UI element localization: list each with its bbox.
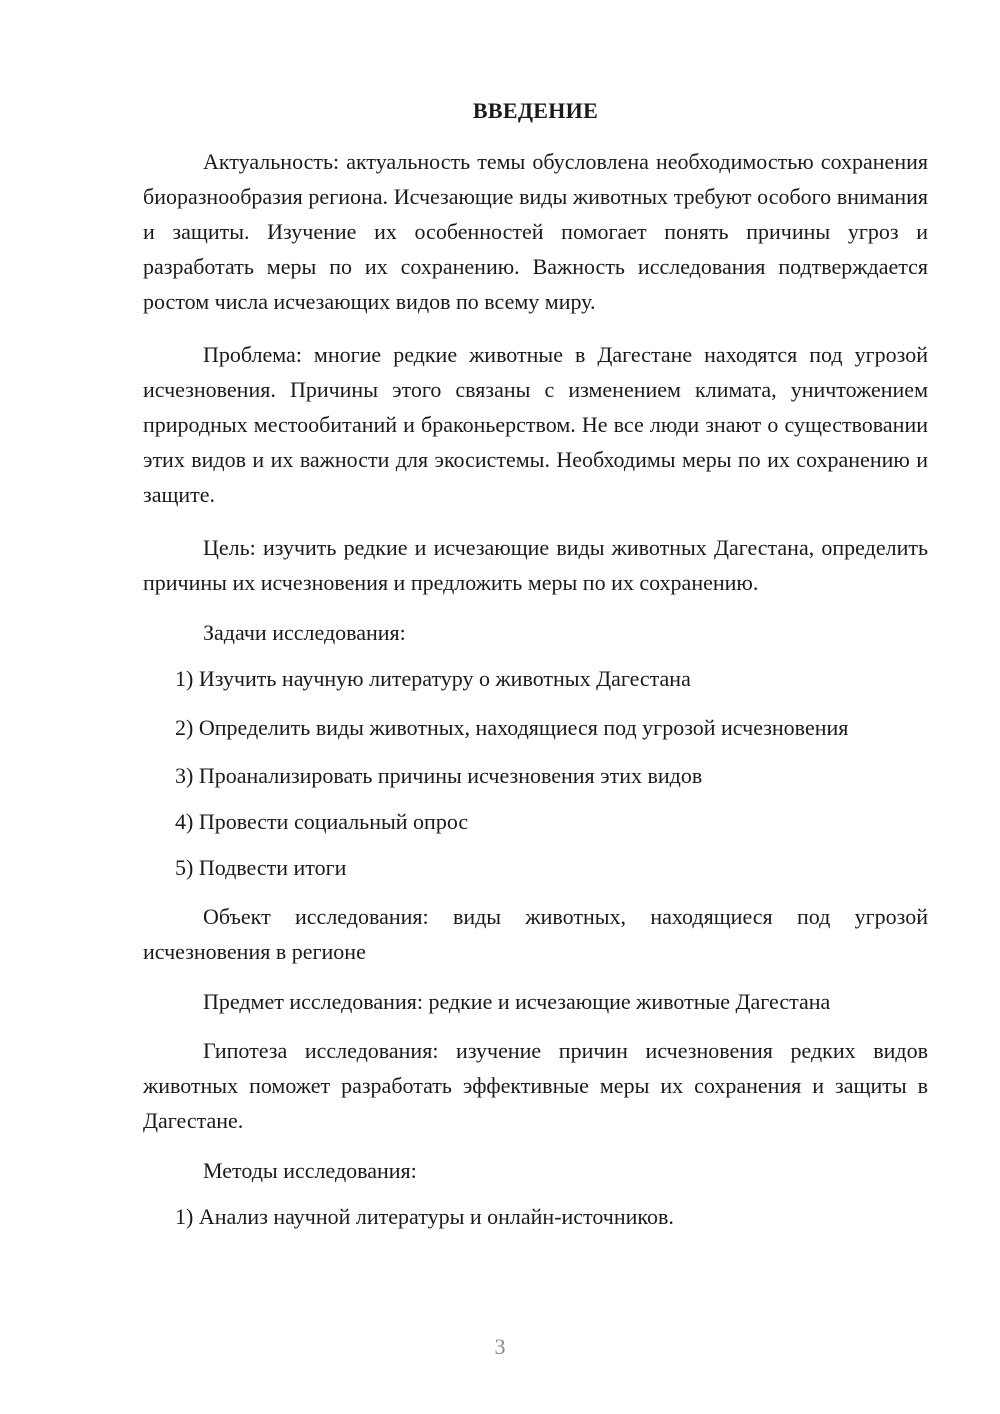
goal-paragraph: Цель: изучить редкие и исчезающие виды животных Дагестана, определить причины их исчезновения и предложить меры по их сохранению.	[143, 535, 928, 595]
task-item-1: 1) Изучить научную литературу о животных Дагестана	[175, 666, 691, 691]
object-paragraph: Объект исследования: виды животных, находящиеся под угрозой исчезновения в регионе	[143, 904, 928, 964]
method-item-1: 1) Анализ научной литературы и онлайн-источников.	[175, 1204, 674, 1229]
subject-line: Предмет исследования: редкие и исчезающие животные Дагестана	[203, 989, 831, 1014]
tasks-heading: Задачи исследования:	[203, 620, 406, 645]
hypothesis-paragraph: Гипотеза исследования: изучение причин исчезновения редких видов животных поможет разработать эффективные меры их сохранения и защиты в Дагестане.	[143, 1038, 928, 1133]
page-number: 3	[494, 1334, 506, 1359]
task-item-3: 3) Проанализировать причины исчезновения этих видов	[175, 763, 703, 788]
task-item-5: 5) Подвести итоги	[175, 855, 347, 880]
problem-paragraph: Проблема: многие редкие животные в Дагестане находятся под угрозой исчезновения. Причины этого связаны с изменением климата, уничтожением природных местообитаний и браконьерством. Не все люди знают о существовании этих видов и их важности для экосистемы. Необходимы меры по их сохранению и защите.	[143, 342, 928, 507]
relevance-paragraph: Актуальность: актуальность темы обусловлена необходимостью сохранения биоразнообразия региона. Исчезающие виды животных требуют особого внимания и защиты. Изучение их особенностей помогает понять причины угроз и разработать меры по их сохранению. Важность исследования подтверждается ростом числа исчезающих видов по всему миру.	[143, 149, 928, 314]
page-content	[143, 96, 928, 1248]
methods-heading: Методы исследования:	[203, 1158, 417, 1183]
page-title: ВВЕДЕНИЕ	[472, 98, 599, 123]
task-item-4: 4) Провести социальный опрос	[175, 809, 469, 834]
task-item-2: 2) Определить виды животных, находящиеся под угрозой исчезновения	[175, 715, 849, 740]
